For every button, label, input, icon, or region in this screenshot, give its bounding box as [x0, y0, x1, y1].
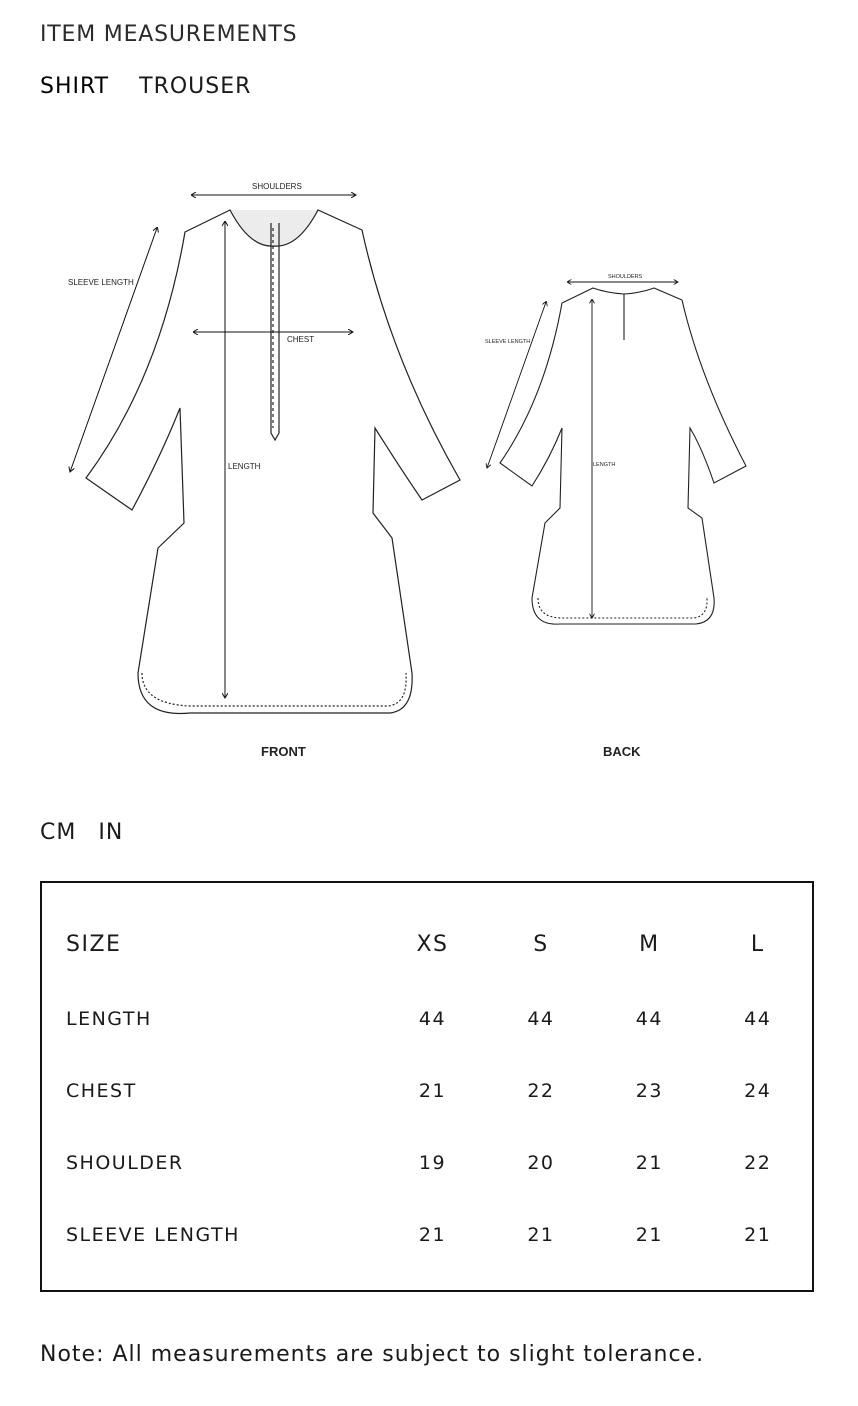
- table-cell: 21: [635, 1224, 663, 1246]
- table-cell: 21: [527, 1224, 555, 1246]
- front-shirt-drawing: [86, 210, 460, 714]
- unit-toggle: [40, 820, 123, 845]
- back-caption: BACK: [603, 744, 641, 759]
- front-caption: FRONT: [261, 744, 306, 759]
- table-cell: 22: [744, 1152, 772, 1174]
- table-cell: 19: [418, 1152, 447, 1174]
- front-length-label: LENGTH: [228, 462, 261, 471]
- tab-trouser[interactable]: TROUSER: [139, 74, 252, 99]
- tolerance-note: Note: All measurements are subject to slight tolerance.: [40, 1342, 705, 1367]
- row-label: SHOULDER: [66, 1152, 184, 1174]
- page-title: ITEM MEASUREMENTS: [40, 22, 298, 47]
- header-cell-size: SIZE: [66, 931, 122, 957]
- back-shoulders-label: SHOULDERS: [608, 274, 643, 280]
- header-cell-l: L: [750, 931, 765, 957]
- unit-cm-button[interactable]: CM: [40, 820, 77, 845]
- table-cell: 23: [635, 1080, 663, 1102]
- table-cell: 44: [527, 1008, 555, 1030]
- table-header-row: [66, 905, 812, 983]
- back-shirt-drawing: [500, 288, 746, 624]
- header-cell-s: S: [533, 931, 549, 957]
- front-shoulders-label: SHOULDERS: [252, 182, 302, 191]
- size-table: [66, 905, 812, 1271]
- table-cell: 44: [418, 1008, 447, 1030]
- header-cell-m: M: [639, 931, 660, 957]
- table-cell: 20: [527, 1152, 555, 1174]
- back-sleeve-label: SLEEVE LENGTH: [485, 339, 531, 345]
- table-cell: 21: [744, 1224, 772, 1246]
- table-cell: 21: [635, 1152, 663, 1174]
- row-label: LENGTH: [66, 1008, 152, 1030]
- table-cell: 24: [744, 1080, 772, 1102]
- back-length-label: LENGTH: [593, 462, 616, 468]
- row-label: SLEEVE LENGTH: [66, 1224, 240, 1246]
- garment-tabs: [40, 74, 251, 99]
- size-chart: [40, 881, 814, 1292]
- table-cell: 21: [418, 1224, 447, 1246]
- front-chest-label: CHEST: [287, 335, 315, 344]
- table-cell: 22: [527, 1080, 555, 1102]
- table-row: [66, 1199, 812, 1271]
- front-sleeve-label: SLEEVE LENGTH: [68, 278, 134, 287]
- table-cell: 44: [635, 1008, 663, 1030]
- tab-shirt[interactable]: SHIRT: [40, 74, 110, 99]
- table-cell: 44: [744, 1008, 772, 1030]
- unit-in-button[interactable]: IN: [98, 820, 124, 845]
- measurement-diagram: [40, 128, 790, 793]
- table-row: [66, 983, 812, 1055]
- table-cell: 21: [418, 1080, 447, 1102]
- table-row: [66, 1055, 812, 1127]
- header-cell-xs: XS: [416, 931, 449, 957]
- row-label: CHEST: [66, 1080, 137, 1102]
- table-row: [66, 1127, 812, 1199]
